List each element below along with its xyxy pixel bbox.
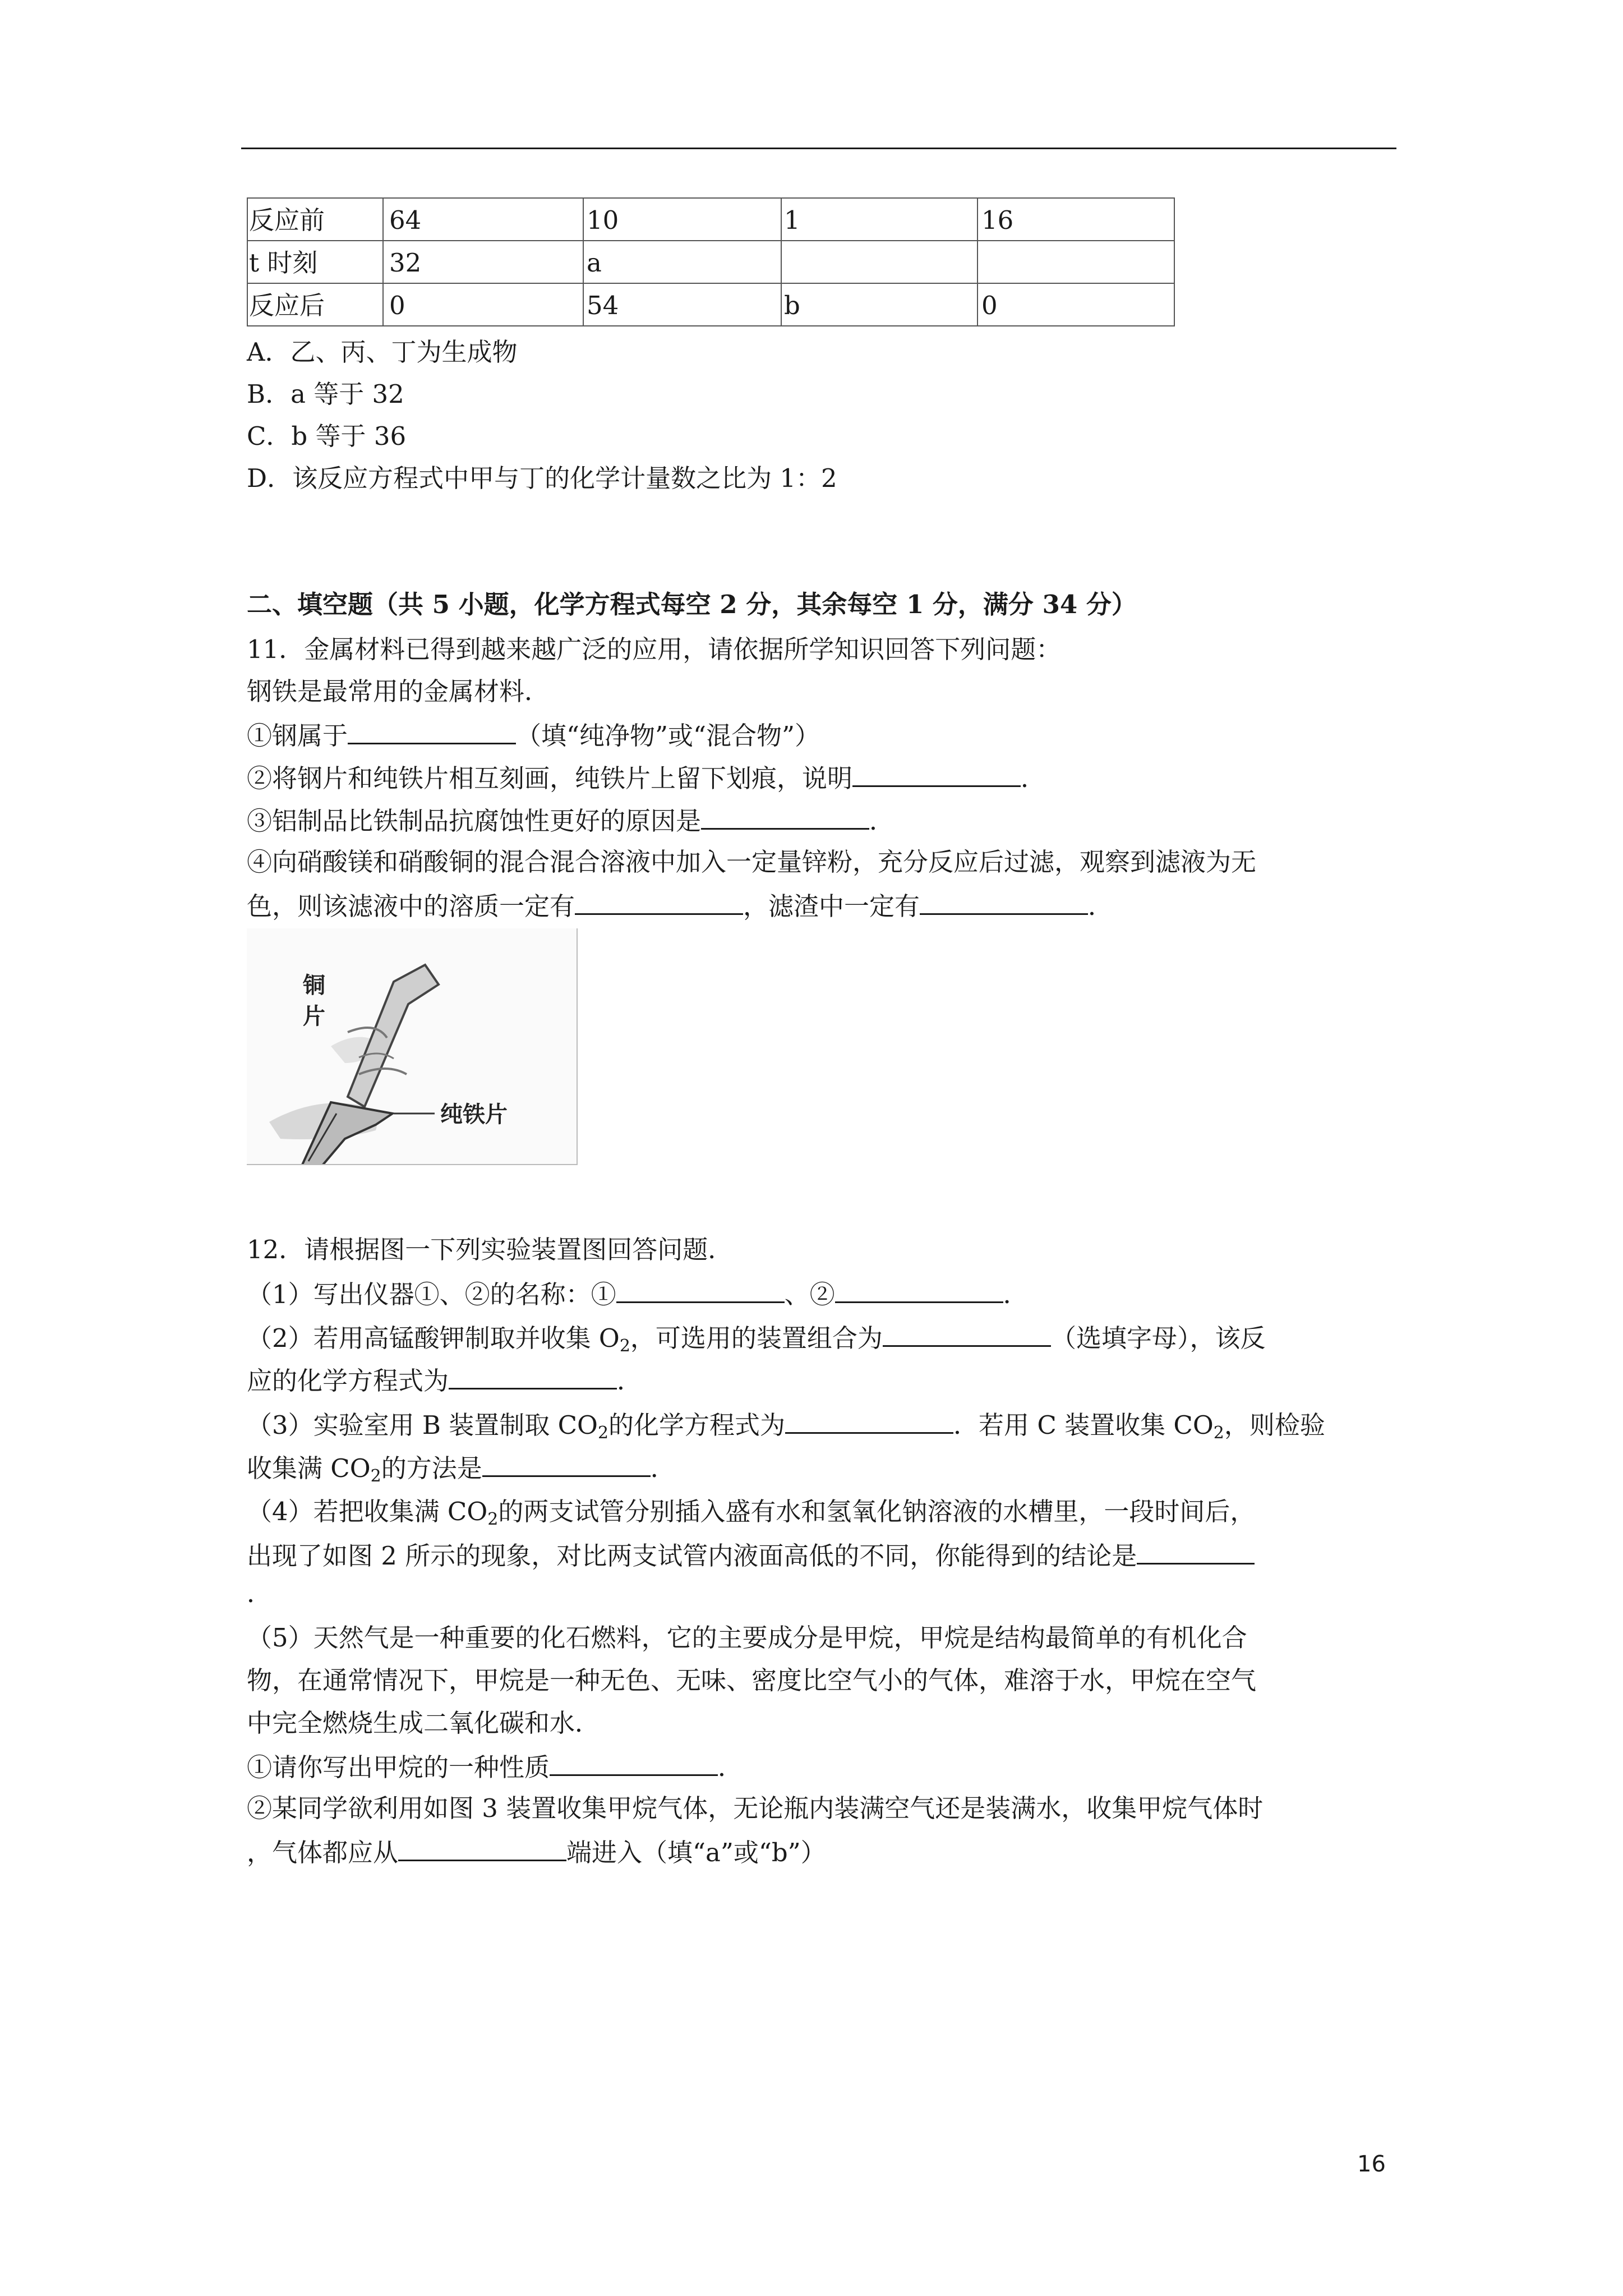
q12-part3-line1 bbox=[247, 1410, 1325, 1443]
data-table bbox=[247, 197, 1175, 326]
answer-blank[interactable] bbox=[575, 892, 743, 915]
answer-blank[interactable] bbox=[348, 721, 516, 744]
table-cell: 54 bbox=[587, 291, 619, 320]
table-cell: a bbox=[587, 248, 602, 278]
q12-part5-sub2-line2 bbox=[247, 1838, 826, 1865]
q11-intro: 11．金属材料已得到越来越广泛的应用，请依据所学知识回答下列问题： bbox=[247, 634, 1062, 664]
text: 、② bbox=[784, 1280, 835, 1309]
label-pure-iron: 纯铁片 bbox=[440, 1102, 508, 1128]
label-copper: 铜 bbox=[303, 973, 325, 999]
answer-blank[interactable] bbox=[482, 1454, 651, 1477]
text: ，则检验 bbox=[1224, 1410, 1325, 1440]
table-cell: 反应后 bbox=[249, 291, 325, 320]
q12-part5-sub2-line1: ②某同学欲利用如图 3 装置收集甲烷气体，无论瓶内装满空气还是装满水，收集甲烷气体时 bbox=[247, 1793, 1264, 1823]
subscript: 2 bbox=[370, 1466, 381, 1486]
text: 色，则该滤液中的溶质一定有 bbox=[247, 891, 575, 921]
table-cell: b bbox=[784, 291, 800, 320]
option-c: C．b 等于 36 bbox=[247, 421, 407, 451]
table-cell: 0 bbox=[981, 291, 998, 320]
option-a: A．乙、丙、丁为生成物 bbox=[247, 337, 518, 367]
answer-blank[interactable] bbox=[1137, 1542, 1255, 1565]
q12-part4-line1 bbox=[247, 1497, 1256, 1529]
option-b: B．a 等于 32 bbox=[247, 379, 404, 409]
answer-blank[interactable] bbox=[835, 1280, 1003, 1303]
text: ． bbox=[650, 1453, 676, 1483]
text: ． bbox=[617, 1366, 643, 1396]
q12-part5-line2: 物，在通常情况下，甲烷是一种无色、无味、密度比空气小的气体，难溶于水，甲烷在空气 bbox=[247, 1665, 1257, 1695]
text: 收集满 CO bbox=[247, 1453, 371, 1483]
answer-blank[interactable] bbox=[852, 764, 1021, 787]
table-cell: 10 bbox=[587, 205, 619, 235]
text: （1）写出仪器①、②的名称：① bbox=[247, 1280, 616, 1309]
text: ． bbox=[1021, 763, 1046, 793]
table-cell: 反应前 bbox=[249, 205, 325, 235]
q11-part1 bbox=[247, 721, 820, 751]
q12-part3-line2 bbox=[247, 1453, 676, 1486]
q11-part3 bbox=[247, 807, 895, 834]
text: （选填字母），该反 bbox=[1050, 1323, 1266, 1353]
text: 端进入（填“a”或“b”） bbox=[566, 1838, 826, 1867]
answer-blank[interactable] bbox=[883, 1324, 1051, 1347]
answer-blank[interactable] bbox=[616, 1280, 785, 1303]
q12-part2-line2 bbox=[247, 1366, 643, 1396]
table-cell: 1 bbox=[784, 205, 800, 235]
q11-part4-line2 bbox=[247, 892, 1113, 919]
subscript: 2 bbox=[619, 1336, 630, 1356]
q11-figure bbox=[247, 928, 578, 1165]
q12-part5-sub1 bbox=[247, 1753, 743, 1780]
q11-part2 bbox=[247, 764, 1046, 791]
q12-part4-line3: ． bbox=[247, 1579, 273, 1608]
table-grid bbox=[247, 197, 1175, 326]
subscript: 2 bbox=[487, 1510, 499, 1529]
table-cell: 64 bbox=[389, 205, 422, 235]
q11-subtitle: 钢铁是最常用的金属材料． bbox=[247, 677, 550, 706]
q12-part2-line1 bbox=[247, 1323, 1266, 1356]
text: （2）若用高锰酸钾制取并收集 O bbox=[247, 1323, 620, 1353]
text: ．若用 C 装置收集 CO bbox=[953, 1410, 1214, 1440]
text: ． bbox=[869, 806, 895, 836]
section-title: 二、填空题（共 5 小题，化学方程式每空 2 分，其余每空 1 分，满分 34 分） bbox=[247, 590, 1137, 619]
q12-part5-line1: （5）天然气是一种重要的化石燃料，它的主要成分是甲烷，甲烷是结构最简单的有机化合 bbox=[247, 1623, 1247, 1653]
text: 的两支试管分别插入盛有水和氢氧化钠溶液的水槽里，一段时间后， bbox=[498, 1497, 1256, 1526]
option-d: D．该反应方程式中甲与丁的化学计量数之比为 1：2 bbox=[247, 463, 837, 493]
answer-blank[interactable] bbox=[449, 1366, 617, 1389]
page-number: 16 bbox=[1357, 2151, 1386, 2177]
text: 的方法是 bbox=[381, 1453, 482, 1483]
q12-part1 bbox=[247, 1280, 1029, 1307]
header-rule bbox=[241, 148, 1396, 149]
text: ①钢属于 bbox=[247, 721, 348, 751]
label-copper: 片 bbox=[303, 1004, 325, 1029]
q11-part4-line1: ④向硝酸镁和硝酸铜的混合混合溶液中加入一定量锌粉，充分反应后过滤，观察到滤液为无 bbox=[247, 847, 1257, 877]
text: ②将钢片和纯铁片相互刻画，纯铁片上留下划痕，说明 bbox=[247, 763, 853, 793]
text: 应的化学方程式为 bbox=[247, 1366, 449, 1396]
subscript: 2 bbox=[597, 1423, 609, 1443]
q12-intro: 12．请根据图一下列实验装置图回答问题． bbox=[247, 1235, 734, 1264]
table-cell: 0 bbox=[389, 291, 405, 320]
text: ，可选用的装置组合为 bbox=[630, 1323, 883, 1353]
q12-part4-line2 bbox=[247, 1541, 1255, 1571]
text: ，气体都应从 bbox=[247, 1838, 399, 1867]
subscript: 2 bbox=[1213, 1423, 1224, 1443]
text: 的化学方程式为 bbox=[608, 1410, 786, 1440]
table-cell: 32 bbox=[389, 248, 422, 278]
text: （3）实验室用 B 装置制取 CO bbox=[247, 1410, 598, 1440]
answer-blank[interactable] bbox=[785, 1411, 953, 1434]
table-cell: 16 bbox=[981, 205, 1014, 235]
q12-part5-line3: 中完全燃烧生成二氧化碳和水． bbox=[247, 1708, 601, 1738]
answer-blank[interactable] bbox=[398, 1838, 566, 1861]
text: ，滤渣中一定有 bbox=[743, 891, 920, 921]
answer-blank[interactable] bbox=[550, 1753, 718, 1776]
text: （填“纯净物”或“混合物”） bbox=[516, 721, 820, 751]
text: （4）若把收集满 CO bbox=[247, 1497, 488, 1526]
text: ． bbox=[718, 1752, 744, 1782]
answer-blank[interactable] bbox=[701, 807, 869, 830]
table-cell: t 时刻 bbox=[249, 248, 318, 278]
scratch-illustration bbox=[247, 928, 577, 1164]
answer-blank[interactable] bbox=[920, 892, 1088, 915]
text: ． bbox=[1088, 891, 1114, 921]
text: ． bbox=[1003, 1280, 1029, 1309]
text: ③铝制品比铁制品抗腐蚀性更好的原因是 bbox=[247, 806, 702, 836]
text: ①请你写出甲烷的一种性质 bbox=[247, 1752, 550, 1782]
text: 出现了如图 2 所示的现象，对比两支试管内液面高低的不同，你能得到的结论是 bbox=[247, 1541, 1137, 1571]
